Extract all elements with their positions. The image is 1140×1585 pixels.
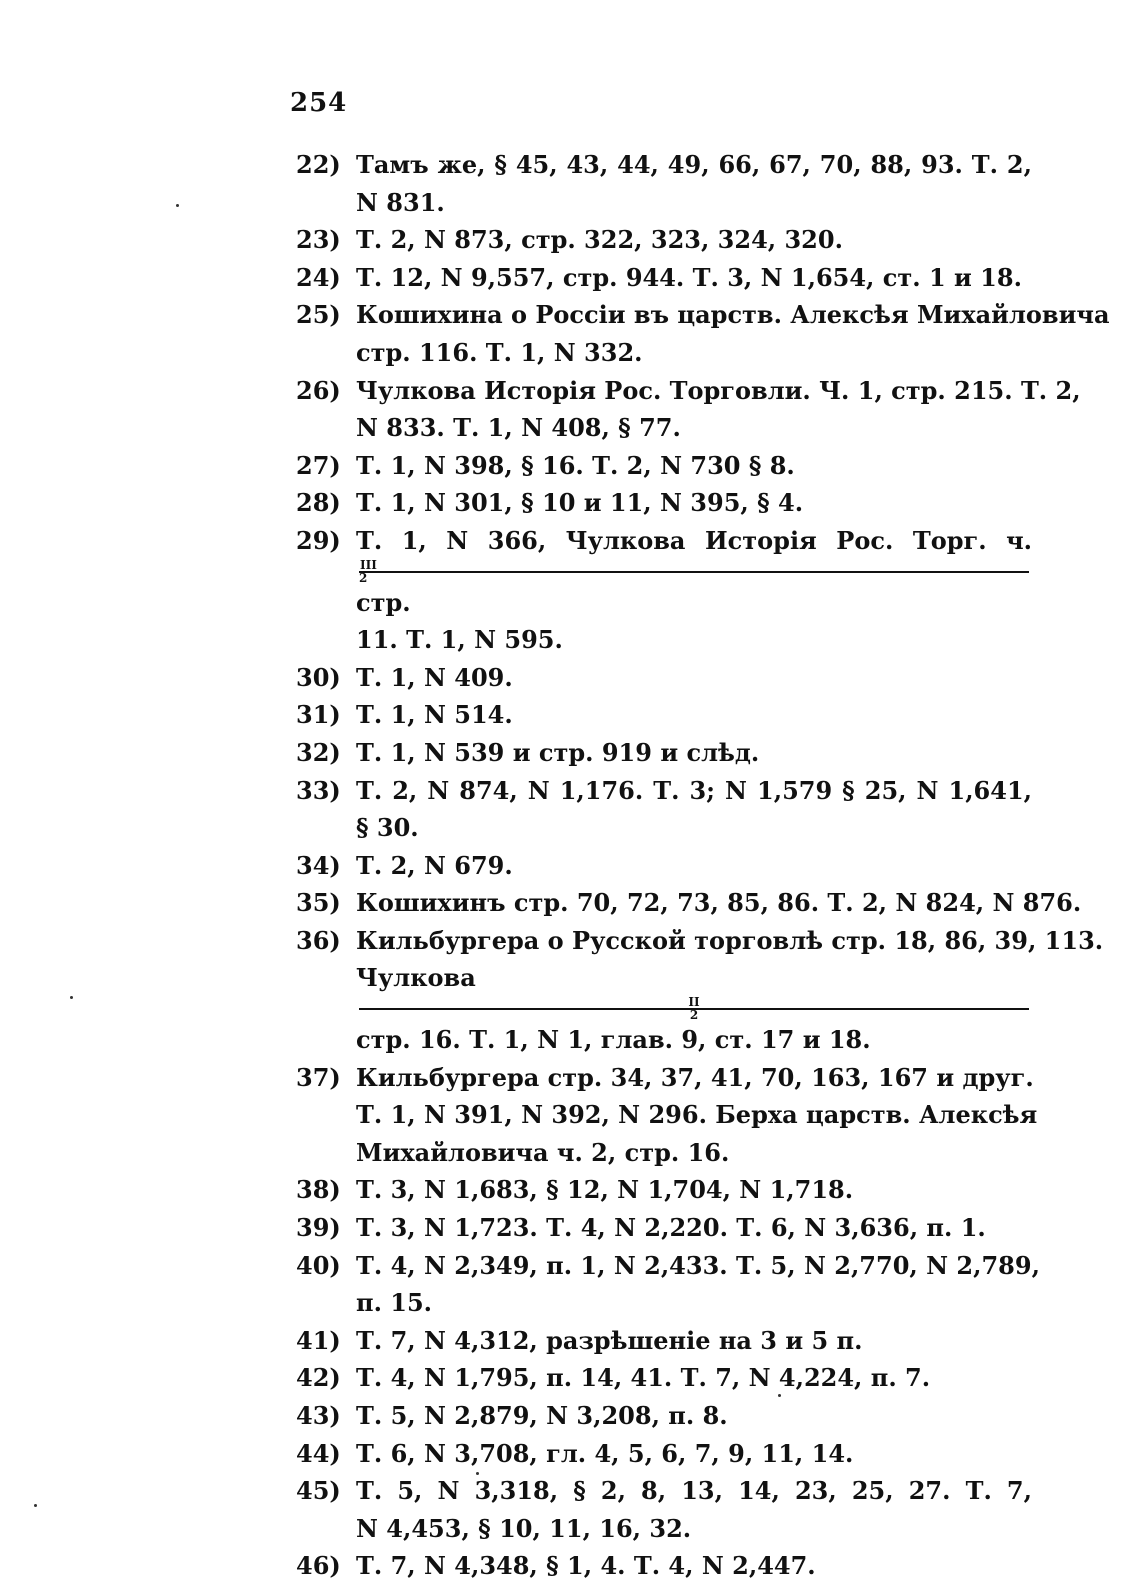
footnote <box>296 696 1032 734</box>
footnote-line: Кошихинъ стр. 70, 72, 73, 85, 86. Т. 2, N 824, N 876. <box>356 888 1082 918</box>
scan-speck <box>70 996 73 999</box>
footnote-line: N 4,453, § 10, 11, 16, 32. <box>356 1513 692 1543</box>
footnote-number: 39) <box>296 1213 341 1243</box>
footnote-number: 34) <box>296 850 341 880</box>
scan-speck <box>34 1504 37 1507</box>
footnote <box>296 1171 1032 1209</box>
footnote-text <box>356 1435 1032 1473</box>
footnote-line: Т. 1, N 398, § 16. Т. 2, N 730 § 8. <box>356 450 795 480</box>
footnote <box>296 1247 1040 1322</box>
footnote-number: 33) <box>296 775 341 805</box>
footnote-number: 27) <box>296 450 341 480</box>
footnote-line: Кильбургера о Русской торговлѣ стр. 18, 86, 39, 113. <box>356 925 1104 955</box>
footnote <box>296 1059 1038 1172</box>
footnote-line: Т. 4, N 1,795, п. 14, 41. Т. 7, N 4,224, п. 7. <box>356 1363 931 1393</box>
footnote-text <box>356 1171 1032 1209</box>
footnote <box>296 1472 1032 1547</box>
footnote-line: Т. 3, N 1,723. Т. 4, N 2,220. Т. 6, N 3,636, п. 1. <box>356 1213 986 1243</box>
footnote-line: Т. 1, N 539 и стр. 919 и слѣд. <box>356 737 760 767</box>
footnote-number: 26) <box>296 375 341 405</box>
footnote-line: Т. 5, N 2,879, N 3,208, п. 8. <box>356 1401 728 1430</box>
footnote-line: Т. 2, N 873, стр. 322, 323, 324, 320. <box>356 225 843 255</box>
footnote-line: Т. 1, N 391, N 392, N 296. Берха царств. Алексѣя <box>356 1100 1038 1130</box>
footnote-text <box>356 146 1032 221</box>
footnote-text <box>356 372 1081 447</box>
footnote <box>296 484 1032 522</box>
footnote <box>296 221 1032 259</box>
footnote-text <box>356 1359 1032 1397</box>
footnote-line: N 833. Т. 1, N 408, § 77. <box>356 413 681 443</box>
footnote-text <box>356 1059 1038 1172</box>
scan-speck <box>476 1472 479 1475</box>
footnote-line: Т. 12, N 9,557, стр. 944. Т. 3, N 1,654, ст. 1 и 18. <box>356 262 1022 292</box>
footnote-text <box>356 484 1032 522</box>
footnote-text <box>356 734 1032 772</box>
footnote-number: 28) <box>296 488 341 518</box>
footnote-number: 41) <box>296 1325 341 1355</box>
footnote-line: Михайловича ч. 2, стр. 16. <box>356 1137 730 1167</box>
footnote-line: стр. 116. Т. 1, N 332. <box>356 337 643 367</box>
footnote-line: Кильбургера стр. 34, 37, 41, 70, 163, 167 и друг. <box>356 1062 1034 1092</box>
footnote-text <box>356 659 1032 697</box>
footnote <box>296 1547 1032 1585</box>
page-number: 254 <box>290 88 348 118</box>
footnote-number: 35) <box>296 888 341 918</box>
footnote-number: 32) <box>296 737 341 767</box>
footnote-line <box>356 522 1032 621</box>
footnote <box>296 296 1110 371</box>
footnote-line: Т. 1, N 514. <box>356 700 513 730</box>
footnote <box>296 372 1081 447</box>
footnote-number: 38) <box>296 1175 341 1205</box>
footnote-line: Т. 4, N 2,349, п. 1, N 2,433. Т. 5, N 2,770, N 2,789, <box>356 1250 1040 1280</box>
footnote-line: § 30. <box>356 813 419 843</box>
footnote-text <box>356 847 1032 885</box>
footnote-text <box>356 447 1032 485</box>
footnote-number: 37) <box>296 1062 341 1092</box>
footnote-text <box>356 1247 1040 1322</box>
footnote-line: Т. 6, N 3,708, гл. 4, 5, 6, 7, 9, 11, 14. <box>356 1438 854 1468</box>
footnote <box>296 922 1104 1059</box>
footnote <box>296 659 1032 697</box>
footnote-text <box>356 1397 1032 1435</box>
footnote <box>296 1359 1032 1397</box>
footnote <box>296 734 1032 772</box>
footnote-line: Т. 5, N 3,318, § 2, 8, 13, 14, 23, 25, 27. Т. 7, <box>356 1476 1032 1506</box>
fraction-numerator: II <box>359 997 1029 1010</box>
footnote-number: 40) <box>296 1250 341 1280</box>
footnote-text <box>356 922 1104 1059</box>
footnote-text <box>356 522 1032 659</box>
footnote-text <box>356 1547 1032 1585</box>
footnote-number: 23) <box>296 225 341 255</box>
footnote <box>296 1397 1032 1435</box>
footnote-number: 24) <box>296 262 341 292</box>
footnote-fragment: стр. 16. Т. 1, N 1, глав. 9, ст. 17 и 18. <box>356 1025 871 1055</box>
footnote-number: 25) <box>296 300 341 330</box>
footnote-line: Т. 3, N 1,683, § 12, N 1,704, N 1,718. <box>356 1175 854 1205</box>
fraction <box>359 997 1029 1021</box>
fraction-denominator: 2 <box>359 570 368 585</box>
fraction-denominator: 2 <box>689 1008 699 1023</box>
scan-speck <box>176 204 179 207</box>
footnote-text <box>356 696 1032 734</box>
footnote-line: Т. 2, N 874, N 1,176. Т. 3; N 1,579 § 25, N 1,641, <box>356 775 1032 805</box>
fraction <box>359 557 1029 585</box>
footnote-number: 29) <box>296 525 341 555</box>
footnote-text <box>356 1209 1032 1247</box>
footnote <box>296 847 1032 885</box>
footnote-text <box>356 296 1110 371</box>
footnote-line: Кошихина о Россіи въ царств. Алексѣя Михайловича <box>356 300 1110 330</box>
footnote-number: 30) <box>296 662 341 692</box>
footnote-line: п. 15. <box>356 1288 433 1318</box>
footnote-fragment: Т. 1, N 366, Чулкова Исторія Рос. Торг. ч. <box>356 525 1032 555</box>
footnote-number: 44) <box>296 1438 341 1468</box>
footnote-line: Т. 2, N 679. <box>356 850 513 880</box>
footnote-line: 11. Т. 1, N 595. <box>356 625 563 655</box>
footnote-line: Т. 7, N 4,348, § 1, 4. Т. 4, N 2,447. <box>356 1551 816 1581</box>
footnote <box>296 1209 1032 1247</box>
footnote-line: Т. 7, N 4,312, разрѣшеніе на 3 и 5 п. <box>356 1325 863 1355</box>
footnote-text <box>356 221 1032 259</box>
footnote-text <box>356 1472 1032 1547</box>
footnote-number: 36) <box>296 925 341 955</box>
footnote-line: Чулкова Исторія Рос. Торговли. Ч. 1, стр. 215. Т. 2, <box>356 375 1081 405</box>
footnote <box>296 772 1032 847</box>
footnote-line <box>356 959 1032 1058</box>
footnote-number: 46) <box>296 1551 341 1581</box>
fraction-numerator: III <box>359 560 1029 573</box>
footnote-number: 31) <box>296 700 341 730</box>
footnote <box>296 447 1032 485</box>
footnote-line: Тамъ же, § 45, 43, 44, 49, 66, 67, 70, 88, 93. Т. 2, <box>356 150 1032 179</box>
footnote <box>296 1435 1032 1473</box>
footnote <box>296 522 1032 659</box>
footnotes-list <box>296 146 1110 1585</box>
footnote-number: 45) <box>296 1476 341 1506</box>
footnote-line: N 831. <box>356 187 445 217</box>
footnote <box>296 1322 1032 1360</box>
footnote-text <box>356 884 1082 922</box>
scan-speck <box>778 1394 781 1397</box>
footnote <box>296 146 1032 221</box>
footnote-fragment: стр. <box>356 587 411 617</box>
footnote-text <box>356 772 1032 847</box>
footnote-number: 43) <box>296 1401 341 1430</box>
footnote-number: 22) <box>296 150 341 179</box>
footnote-number: 42) <box>296 1363 341 1393</box>
footnote <box>296 259 1032 297</box>
footnote-line: Т. 1, N 301, § 10 и 11, N 395, § 4. <box>356 488 804 518</box>
footnote-text <box>356 1322 1032 1360</box>
footnote <box>296 884 1082 922</box>
footnote-line: Т. 1, N 409. <box>356 662 513 692</box>
footnote-fragment: Чулкова <box>356 963 476 993</box>
footnote-text <box>356 259 1032 297</box>
